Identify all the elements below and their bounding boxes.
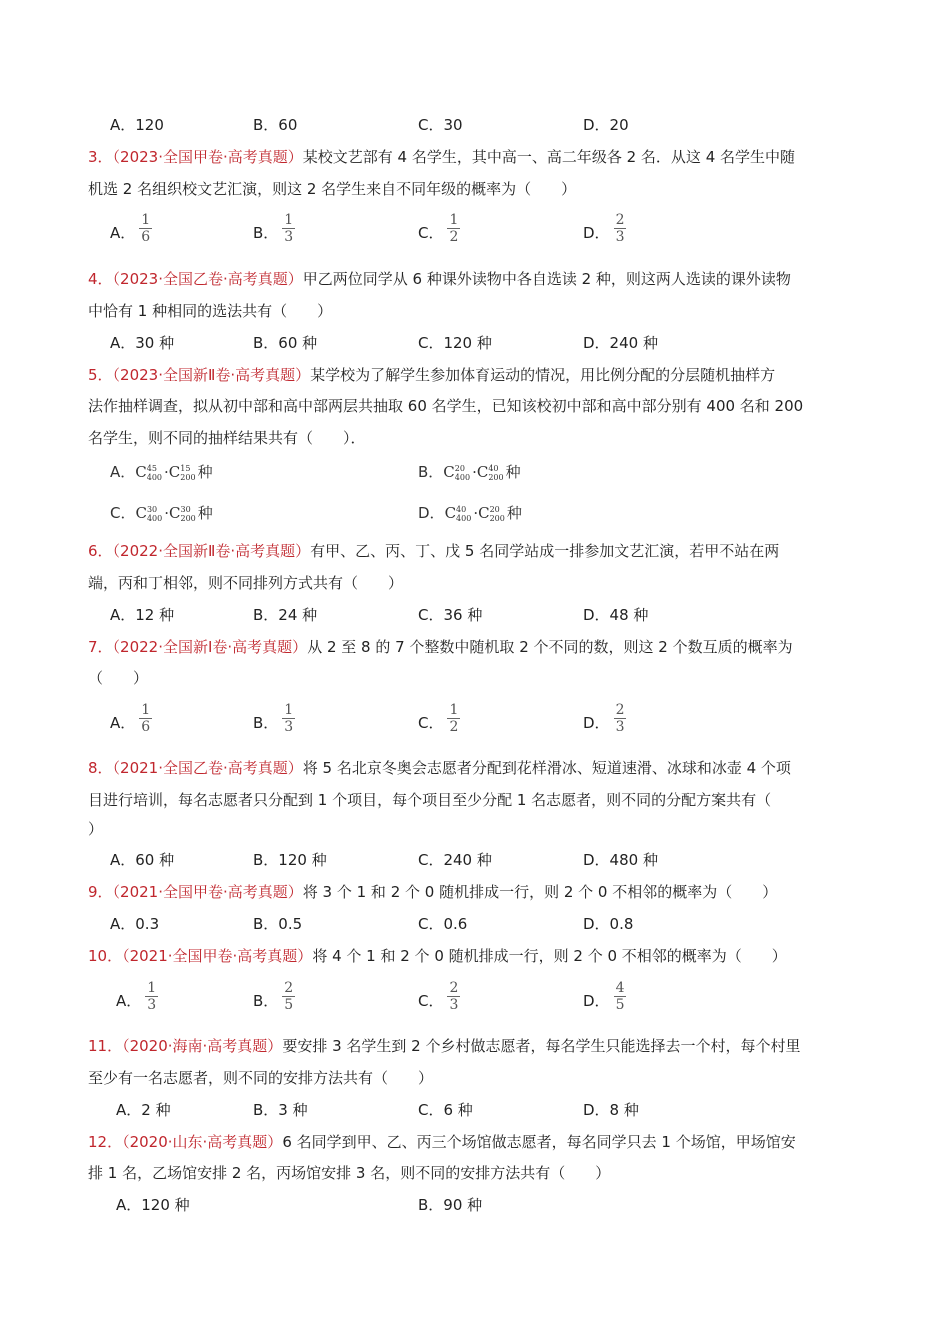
q12-number: 12． [88, 1133, 123, 1151]
q5-option-a-label: A． [110, 463, 136, 481]
q7-option-a[interactable] [110, 702, 152, 735]
q6-text: 有甲、乙、丙、丁、戊 5 名同学站成一排参加文艺汇演，若甲不站在两 [310, 542, 780, 560]
q6-stem-line2: 端，丙和丁相邻，则不同排列方式共有（ ） [88, 574, 404, 592]
q6-number: 6． [88, 542, 113, 560]
q4-option-c[interactable]: C．120 种 [418, 334, 492, 352]
denominator: 3 [615, 719, 625, 735]
denominator: 5 [615, 997, 625, 1013]
q7-option-d-label: D． [583, 714, 610, 732]
q5-text: 某学校为了解学生参加体育运动的情况，用比例分配的分层随机抽样方 [310, 366, 776, 384]
q5-number: 5． [88, 366, 113, 384]
q8-stem-line1 [88, 758, 863, 778]
q4-stem-line1 [88, 269, 863, 289]
q4-source-tag: （2023·全国乙卷·高考真题） [112, 270, 303, 288]
q4-option-a[interactable]: A．30 种 [110, 334, 175, 352]
q5-option-a[interactable]: A．C 45 400 ·C 15 200 种 [110, 463, 213, 482]
comb-sub: 200 [180, 473, 196, 482]
q5-stem-line2: 法作抽样调查，拟从初中部和高中部两层共抽取 60 名学生，已知该校初中部和高中部分别有 400 名和 200 [88, 397, 804, 415]
comb-sup: 40 [488, 464, 499, 473]
q9-option-c[interactable]: C．0.6 [418, 915, 468, 933]
comb-sup: 40 [456, 505, 467, 514]
q7-option-d-fraction [614, 702, 627, 735]
q6-option-a[interactable]: A．12 种 [110, 606, 175, 624]
comb-sub: 400 [456, 514, 472, 523]
q8-option-b[interactable]: B．120 种 [253, 851, 327, 869]
numerator: 2 [449, 980, 459, 996]
q7-text: 从 2 至 8 的 7 个整数中随机取 2 个不同的数，则这 2 个数互质的概率为 [307, 638, 793, 656]
q3-source-tag: （2023·全国甲卷·高考真题） [112, 148, 303, 166]
q9-stem-line1 [88, 882, 863, 902]
q9-option-b[interactable]: B．0.5 [253, 915, 303, 933]
q5-option-d-label: D． [418, 504, 445, 522]
q8-option-d[interactable]: D．480 种 [583, 851, 658, 869]
q10-option-c-fraction [447, 980, 460, 1013]
q12-text: 6 名同学到甲、乙、丙三个场馆做志愿者，每名同学只去 1 个场馆，甲场馆安 [282, 1133, 796, 1151]
q7-stem-line2: （ ） [88, 669, 149, 687]
numerator: 4 [615, 980, 625, 996]
q3-option-c[interactable] [418, 212, 460, 245]
q10-source-tag: （2021·全国甲卷·高考真题） [122, 947, 313, 965]
q11-stem-line1 [88, 1036, 863, 1056]
q3-stem-line2: 机选 2 名组织校文艺汇演，则这 2 名学生来自不同年级的概率为（ ） [88, 180, 577, 198]
q10-option-b[interactable] [253, 980, 295, 1013]
comb-sup: 20 [454, 464, 465, 473]
q10-text: 将 4 个 1 和 2 个 0 随机排成一行，则 2 个 0 不相邻的概率为（ ） [312, 947, 787, 965]
numerator: 2 [284, 980, 294, 996]
q7-option-c-fraction [447, 702, 460, 735]
q10-option-a-fraction [145, 980, 158, 1013]
q5-option-c-label: C． [110, 504, 136, 522]
q10-option-c[interactable] [418, 980, 460, 1013]
comb-sub: 200 [488, 473, 504, 482]
q3-option-d-fraction [614, 212, 627, 245]
q9-text: 将 3 个 1 和 2 个 0 随机排成一行，则 2 个 0 不相邻的概率为（ ） [302, 883, 778, 901]
q3-option-b-label: B． [253, 224, 279, 242]
denominator: 2 [449, 229, 459, 245]
numerator: 1 [147, 980, 157, 996]
q3-option-c-fraction [447, 212, 460, 245]
comb-sup: 20 [489, 505, 500, 514]
q4-text: 甲乙两位同学从 6 种课外读物中各自选读 2 种，则这两人选读的课外读物 [302, 270, 791, 288]
denominator: 2 [449, 719, 459, 735]
q7-option-c-label: C． [418, 714, 444, 732]
q7-stem-line1 [88, 637, 863, 657]
q10-stem-line1 [88, 946, 863, 966]
q11-option-a[interactable]: A．2 种 [116, 1101, 171, 1119]
q8-source-tag: （2021·全国乙卷·高考真题） [112, 759, 303, 777]
q5-option-b-label: B． [418, 463, 444, 481]
q7-option-d[interactable] [583, 702, 626, 735]
q10-option-b-label: B． [253, 992, 279, 1010]
q5-source-tag: （2023·全国新Ⅱ卷·高考真题） [112, 366, 311, 384]
comb-sub: 200 [180, 514, 196, 523]
denominator: 3 [147, 997, 157, 1013]
q3-option-c-label: C． [418, 224, 444, 242]
q7-number: 7． [88, 638, 113, 656]
q8-option-c[interactable]: C．240 种 [418, 851, 492, 869]
denominator: 6 [141, 229, 151, 245]
q4-stem-line2: 中恰有 1 种相同的选法共有（ ） [88, 302, 333, 320]
q10-number: 10． [88, 947, 123, 965]
q8-number: 8． [88, 759, 113, 777]
q11-stem-line2: 至少有一名志愿者，则不同的安排方法共有（ ） [88, 1069, 434, 1087]
denominator: 3 [615, 229, 625, 245]
q10-option-d-label: D． [583, 992, 610, 1010]
q3-option-a-fraction [139, 212, 152, 245]
unit: 种 [505, 463, 521, 481]
numerator: 1 [284, 212, 294, 228]
q10-option-d[interactable] [583, 980, 626, 1013]
q5-option-b[interactable]: B．C 20 400 ·C 40 200 种 [418, 463, 521, 482]
comb-sup: 45 [146, 464, 157, 473]
q11-source-tag: （2020·海南·高考真题） [122, 1037, 283, 1055]
numerator: 1 [141, 702, 151, 718]
numerator: 1 [449, 702, 459, 718]
q7-option-c[interactable] [418, 702, 460, 735]
denominator: 3 [284, 229, 294, 245]
comb-sup: 15 [180, 464, 191, 473]
q12-option-a[interactable]: A．120 种 [116, 1196, 190, 1214]
q3-stem-line1 [88, 147, 863, 167]
comb-sub: 400 [146, 473, 163, 482]
q5-option-c[interactable]: C．C 30 400 ·C 30 200 种 [110, 504, 213, 523]
q3-number: 3． [88, 148, 113, 166]
q8-option-a[interactable]: A．60 种 [110, 851, 175, 869]
q12-source-tag: （2020·山东·高考真题） [122, 1133, 283, 1151]
q8-stem-line3: ） [88, 820, 104, 838]
q4-option-b[interactable]: B．60 种 [253, 334, 318, 352]
comb-sub: 400 [146, 514, 163, 523]
q2-option-b[interactable]: B．60 [253, 116, 298, 134]
q10-option-d-fraction [614, 980, 627, 1013]
unit: 种 [197, 463, 213, 481]
q7-option-b-fraction [282, 702, 295, 735]
q11-text: 要安排 3 名学生到 2 个乡村做志愿者，每名学生只能选择去一个村，每个村里 [282, 1037, 801, 1055]
numerator: 1 [141, 212, 151, 228]
numerator: 1 [284, 702, 294, 718]
q10-option-a-label: A． [116, 992, 142, 1010]
denominator: 6 [141, 719, 151, 735]
q12-stem-line1 [88, 1132, 863, 1152]
q7-option-b[interactable] [253, 702, 295, 735]
numerator: 2 [615, 702, 625, 718]
q2-option-c[interactable]: C．30 [418, 116, 463, 134]
q6-source-tag: （2022·全国新Ⅱ卷·高考真题） [112, 542, 311, 560]
comb-sub: 200 [489, 514, 505, 523]
q9-option-a[interactable]: A．0.3 [110, 915, 160, 933]
q8-text: 将 5 名北京冬奥会志愿者分配到花样滑冰、短道速滑、冰球和冰壶 4 个项 [302, 759, 791, 777]
q3-option-b[interactable] [253, 212, 295, 245]
comb-sup: 30 [146, 505, 158, 514]
unit: 种 [197, 504, 213, 522]
denominator: 3 [284, 719, 294, 735]
q6-option-c[interactable]: C．36 种 [418, 606, 483, 624]
denominator: 5 [284, 997, 294, 1013]
q7-source-tag: （2022·全国新Ⅰ卷·高考真题） [112, 638, 308, 656]
q3-option-d[interactable] [583, 212, 626, 245]
q3-option-b-fraction [282, 212, 295, 245]
q12-stem-line2: 排 1 名，乙场馆安排 2 名，丙场馆安排 3 名，则不同的安排方法共有（ ） [88, 1164, 611, 1182]
q7-option-a-label: A． [110, 714, 136, 732]
q7-option-a-fraction [139, 702, 152, 735]
denominator: 3 [449, 997, 459, 1013]
q4-number: 4． [88, 270, 113, 288]
q3-option-a-label: A． [110, 224, 136, 242]
q10-option-c-label: C． [418, 992, 444, 1010]
q6-option-d[interactable]: D．48 种 [583, 606, 649, 624]
comb-sup: 30 [180, 505, 191, 514]
q8-stem-line2: 目进行培训，每名志愿者只分配到 1 个项目，每个项目至少分配 1 名志愿者，则不同的分配方案共有（ [88, 791, 772, 809]
q5-stem-line3: 名学生，则不同的抽样结果共有（ ）． [88, 429, 366, 447]
q6-stem-line1 [88, 541, 863, 561]
q11-option-d[interactable]: D．8 种 [583, 1101, 639, 1119]
comb-sub: 400 [454, 473, 471, 482]
q11-number: 11． [88, 1037, 123, 1055]
q6-option-b[interactable]: B．24 种 [253, 606, 318, 624]
unit: 种 [506, 504, 522, 522]
q2-option-a[interactable]: A．120 [110, 116, 164, 134]
q11-option-b[interactable]: B．3 种 [253, 1101, 308, 1119]
numerator: 2 [615, 212, 625, 228]
q9-number: 9． [88, 883, 113, 901]
q7-option-b-label: B． [253, 714, 279, 732]
q2-option-d[interactable]: D．20 [583, 116, 629, 134]
q9-option-d[interactable]: D．0.8 [583, 915, 634, 933]
q10-option-b-fraction [282, 980, 295, 1013]
q11-option-c[interactable]: C．6 种 [418, 1101, 473, 1119]
q10-option-a[interactable] [116, 980, 158, 1013]
q5-stem-line1 [88, 365, 863, 385]
q12-option-b[interactable]: B．90 种 [418, 1196, 483, 1214]
q9-source-tag: （2021·全国甲卷·高考真题） [112, 883, 303, 901]
q4-option-d[interactable]: D．240 种 [583, 334, 658, 352]
numerator: 1 [449, 212, 459, 228]
q3-text: 某校文艺部有 4 名学生，其中高一、高二年级各 2 名．从这 4 名学生中随 [302, 148, 796, 166]
q3-option-d-label: D． [583, 224, 610, 242]
q5-option-d[interactable]: D．C 40 400 ·C 20 200 种 [418, 504, 522, 523]
q3-option-a[interactable] [110, 212, 152, 245]
